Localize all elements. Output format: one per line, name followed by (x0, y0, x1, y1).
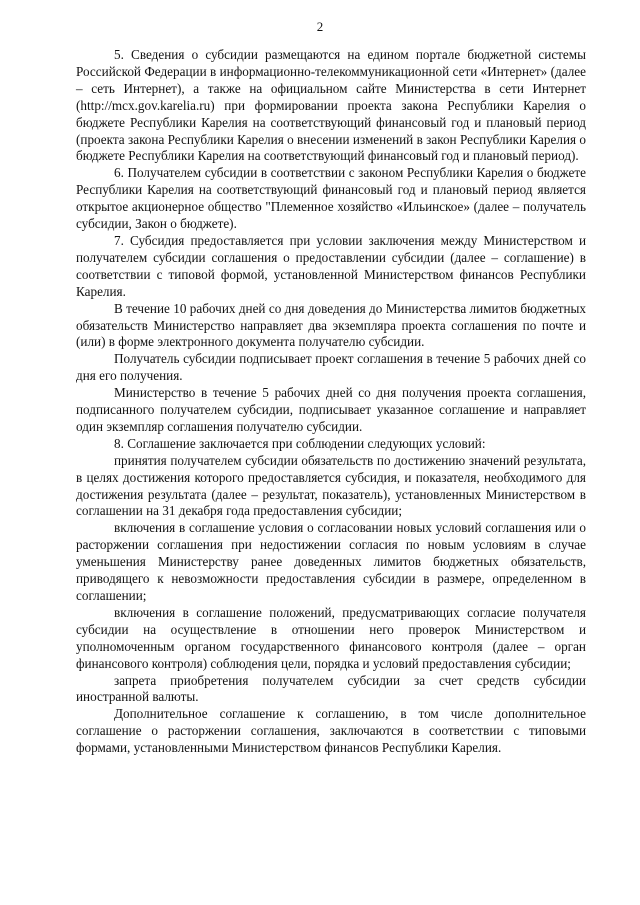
condition-result-obligations: принятия получателем субсидии обязательств по достижению значений результата, в целях достижения которого предоставляется субсидия, и показателя, необходимого для достижения результата (далее – результат, показатель), установленных Министерством в соглашении на 31 декабря года предоставления субсидии; (76, 452, 586, 519)
paragraph-recipient-signs: Получатель субсидии подписывает проект соглашения в течение 5 рабочих дней со дня его получения. (76, 351, 586, 384)
paragraph-7-agreement: 7. Субсидия предоставляется при условии заключения между Министерством и получателем субсидии соглашения о предоставлении субсидии (далее – соглашение) в соответствии с типовой формой, установленной Министерством финансов Республики Карелия. (76, 232, 586, 299)
paragraph-additional-agreement: Дополнительное соглашение к соглашению, в том числе дополнительное соглашение о расторжении соглашения, заключаются в соответствии с типовыми формами, установленными Министерством финансов Республики Карелия. (76, 706, 586, 756)
paragraph-6-recipient: 6. Получателем субсидии в соответствии с законом Республики Карелия о бюджете Республики Карелия на соответствующий финансовый год и плановый период является открытое акционерное общество "Племенное хозяйство «Ильинское» (далее – получатель субсидии, Закон о бюджете). (76, 165, 586, 232)
paragraph-8-conditions: 8. Соглашение заключается при соблюдении следующих условий: (114, 435, 486, 451)
condition-consent-to-audits: включения в соглашение положений, предусматривающих согласие получателя субсидии на осуществление в отношении него проверок Министерством и уполномоченным органом государственного финансового контроля (далее – орган финансового контроля) соблюдения цели, порядка и условий предоставления субсидии; (76, 604, 586, 671)
condition-currency-ban: запрета приобретения получателем субсидии за счет средств субсидии иностранной валюты. (76, 672, 586, 705)
paragraph-ministry-signs: Министерство в течение 5 рабочих дней со дня получения проекта соглашения, подписанного получателем субсидии, подписывает указанное соглашение и направляет один экземпляр соглашения получателю субсидии. (76, 385, 586, 434)
document-body (76, 47, 586, 757)
paragraph-ministry-sends-draft: В течение 10 рабочих дней со дня доведения до Министерства лимитов бюджетных обязательств Министерство направляет два экземпляра проекта соглашения по почте и (или) в форме электронного документа получателю субсидии. (76, 300, 586, 350)
page-number: 2 (316, 19, 324, 34)
condition-limits-reduction: включения в соглашение условия о согласовании новых условий соглашения или о расторжении соглашения при недостижении согласия по новым условиям в случае уменьшения Министерству ранее доведенных лимитов бюджетных обязательств, приводящего к невозможности предоставления субсидии в размере, определенном в соглашении; (76, 520, 586, 603)
paragraph-5-subsidy-info: 5. Сведения о субсидии размещаются на едином портале бюджетной системы Российской Федерации в информационно-телекоммуникационной сети «Интернет» (далее – сеть Интернет), а также на официальном сайте Министерства в сети Интернет (http://mcx.gov.karelia.ru) при формировании проекта закона Республики Карелия о бюджете Республики Карелия на соответствующий финансовый год и плановый период (проекта закона Республики Карелия о внесении изменений в закон Республики Карелия о бюджете Республики Карелия на соответствующий финансовый год и плановый период). (76, 47, 586, 164)
